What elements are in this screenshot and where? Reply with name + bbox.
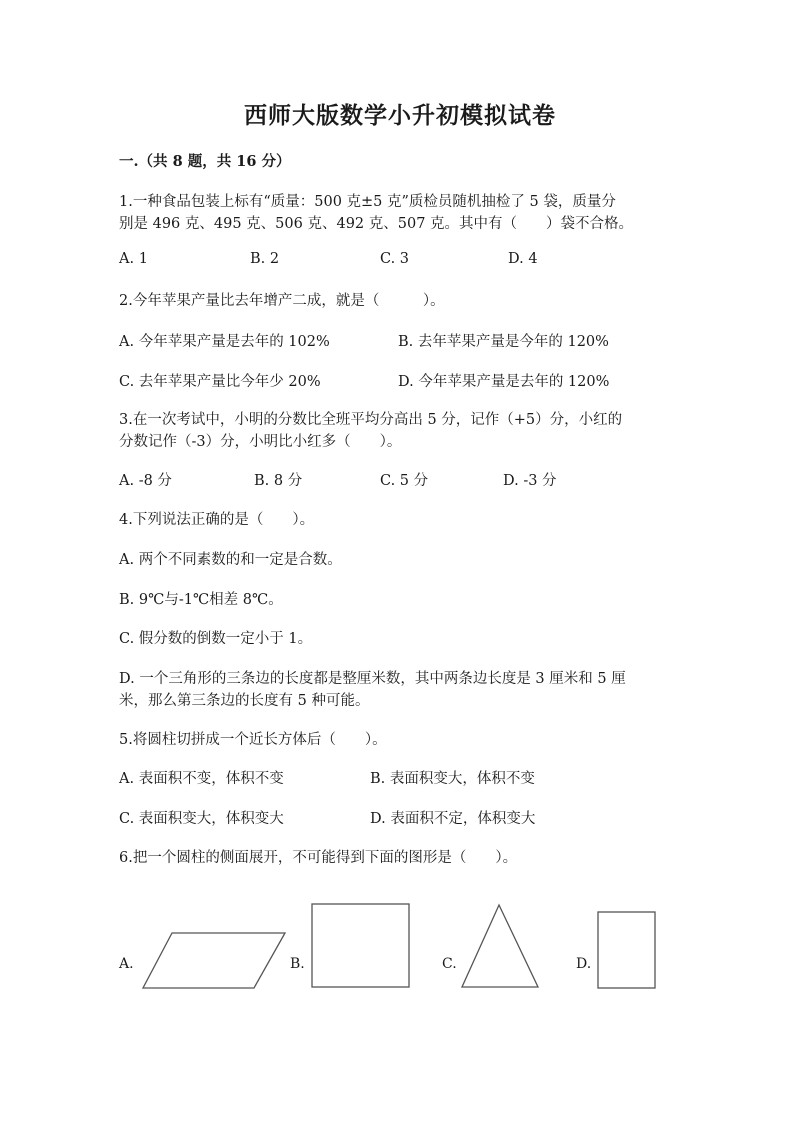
triangle-figure[interactable]: [458, 900, 544, 992]
question-4-option-d-line-1[interactable]: D. 一个三角形的三条边的长度都是整厘米数，其中两条边长度是 3 厘米和 5 厘: [119, 671, 626, 687]
question-1-option-d[interactable]: D. 4: [508, 251, 538, 267]
question-4-option-c[interactable]: C. 假分数的倒数一定小于 1。: [119, 631, 313, 647]
parallelogram-shape: [143, 933, 285, 988]
question-2-option-b[interactable]: B. 去年苹果产量是今年的 120%: [398, 334, 609, 350]
question-6-label-a[interactable]: A.: [119, 956, 134, 972]
question-3-line-2: 分数记作（-3）分，小明比小红多（ ）。: [119, 434, 402, 450]
square-shape: [312, 904, 409, 987]
question-1-option-b[interactable]: B. 2: [250, 251, 280, 267]
question-2-stem: 2.今年苹果产量比去年增产二成，就是（ ）。: [119, 293, 445, 309]
question-6-label-b[interactable]: B.: [290, 956, 305, 972]
question-4-stem: 4.下列说法正确的是（ ）。: [119, 512, 315, 528]
question-6-stem: 6.把一个圆柱的侧面展开，不可能得到下面的图形是（ ）。: [119, 850, 518, 866]
square-figure[interactable]: [308, 900, 414, 990]
question-2-option-d[interactable]: D. 今年苹果产量是去年的 120%: [398, 374, 610, 390]
question-1-option-a[interactable]: A. 1: [119, 251, 148, 267]
page-title: 西师大版数学小升初模拟试卷: [244, 102, 556, 129]
question-4-option-d-line-2[interactable]: 米，那么第三条边的长度有 5 种可能。: [119, 693, 370, 709]
question-1-line-2: 别是 496 克、495 克、506 克、492 克、507 克。其中有（ ）袋不合格。: [119, 216, 634, 232]
rectangle-shape: [598, 912, 655, 988]
triangle-shape: [462, 905, 538, 987]
question-2-option-c[interactable]: C. 去年苹果产量比今年少 20%: [119, 374, 321, 390]
section-heading: 一.（共 8 题，共 16 分）: [119, 153, 291, 170]
question-5-option-d[interactable]: D. 表面积不定，体积变大: [370, 811, 536, 827]
question-1-option-c[interactable]: C. 3: [380, 251, 410, 267]
question-5-option-a[interactable]: A. 表面积不变，体积不变: [119, 771, 284, 787]
question-5-stem: 5.将圆柱切拼成一个近长方体后（ ）。: [119, 732, 387, 748]
question-3-option-a[interactable]: A. -8 分: [119, 473, 172, 489]
question-1-line-1: 1.一种食品包装上标有“质量：500 克±5 克”质检员随机抽检了 5 袋，质量分: [119, 194, 616, 210]
rectangle-figure[interactable]: [594, 908, 660, 992]
question-5-option-b[interactable]: B. 表面积变大，体积不变: [370, 771, 535, 787]
question-3-option-c[interactable]: C. 5 分: [380, 473, 429, 489]
question-6-label-c[interactable]: C.: [442, 956, 457, 972]
question-3-option-b[interactable]: B. 8 分: [254, 473, 303, 489]
question-2-option-a[interactable]: A. 今年苹果产量是去年的 102%: [119, 334, 330, 350]
question-3-line-1: 3.在一次考试中，小明的分数比全班平均分高出 5 分，记作（+5）分，小红的: [119, 412, 623, 428]
question-5-option-c[interactable]: C. 表面积变大，体积变大: [119, 811, 284, 827]
question-4-option-a[interactable]: A. 两个不同素数的和一定是合数。: [119, 552, 342, 568]
question-3-option-d[interactable]: D. -3 分: [503, 473, 557, 489]
question-6-label-d[interactable]: D.: [576, 956, 592, 972]
question-4-option-b[interactable]: B. 9℃与-1℃相差 8℃。: [119, 592, 283, 608]
parallelogram-figure[interactable]: [140, 928, 292, 992]
